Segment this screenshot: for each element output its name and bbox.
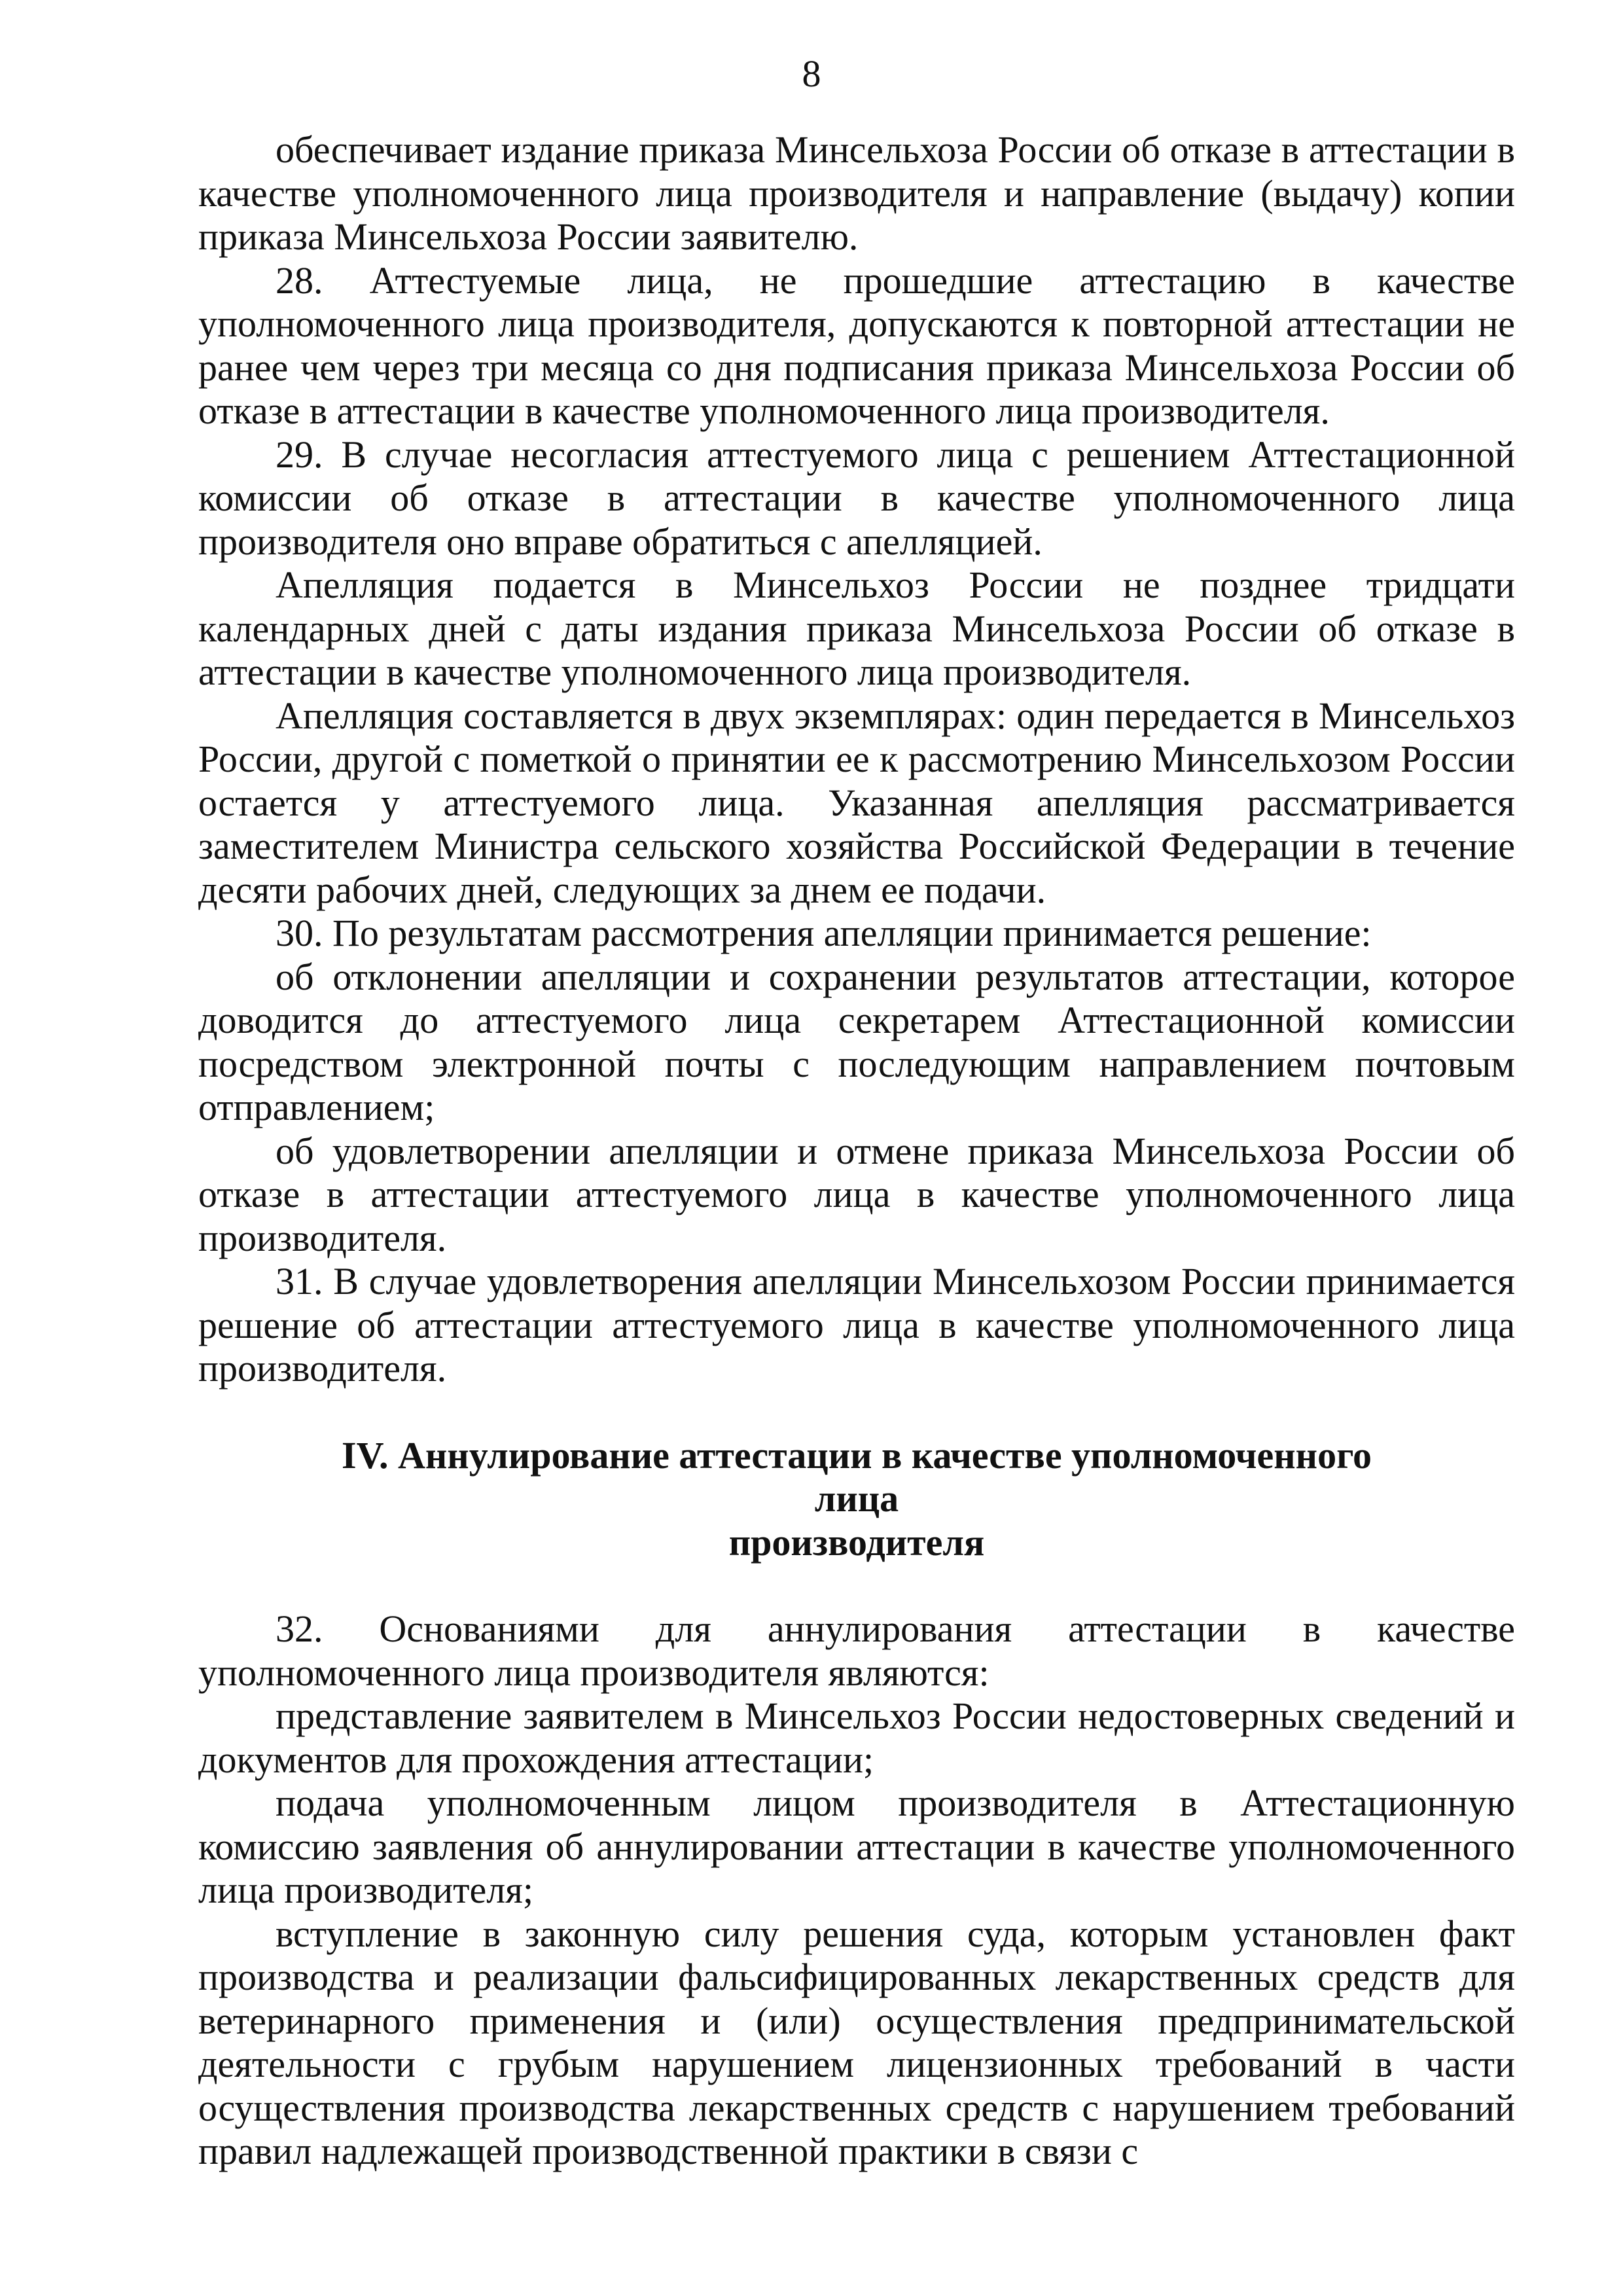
spacer	[198, 1564, 1515, 1607]
paragraph-appeal-acceptance: об удовлетворении апелляции и отмене приказа Минсельхоза России об отказе в аттестации аттестуемого лица в качестве уполномоченного лица производителя.	[198, 1129, 1515, 1259]
paragraph-continuation: обеспечивает издание приказа Минсельхоза России об отказе в аттестации в качестве уполномоченного лица производителя и направление (выдачу) копии приказа Минсельхоза России заявителю.	[198, 128, 1515, 258]
paragraph-appeal-filing: Апелляция подается в Минсельхоз России не позднее тридцати календарных дней с даты издания приказа Минсельхоза России об отказе в аттестации в качестве уполномоченного лица производителя.	[198, 564, 1515, 693]
section-heading-line1: IV. Аннулирование аттестации в качестве уполномоченного лица	[342, 1433, 1372, 1520]
paragraph-item-28: 28. Аттестуемые лица, не прошедшие аттестацию в качестве уполномоченного лица производителя, допускаются к повторной аттестации не ранее чем через три месяца со дня подписания приказа Минсельхоза России об отказе в аттестации в качестве уполномоченного лица производителя.	[198, 259, 1515, 432]
paragraph-item-29: 29. В случае несогласия аттестуемого лица с решением Аттестационной комиссии об отказе в аттестации в качестве уполномоченного лица производителя оно вправе обратиться с апелляцией.	[198, 433, 1515, 563]
paragraph-appeal-copies: Апелляция составляется в двух экземплярах: один передается в Минсельхоз России, другой с пометкой о принятии ее к рассмотрению Минсельхозом России остается у аттестуемого лица. Указанная апелляция рассматривается заместителем Министра сельского хозяйства Российской Федерации в течение десяти рабочих дней, следующих за днем ее подачи.	[198, 694, 1515, 911]
paragraph-ground-application: подача уполномоченным лицом производителя в Аттестационную комиссию заявления об аннулировании аттестации в качестве уполномоченного лица производителя;	[198, 1782, 1515, 1911]
page-number: 8	[802, 52, 821, 95]
paragraph-ground-court-decision: вступление в законную силу решения суда, которым установлен факт производства и реализации фальсифицированных лекарственных средств для ветеринарного применения и (или) осуществления предпринимательской деятельности с грубым нарушением лицензионных требований в части осуществления производства лекарственных средств с нарушением требований правил надлежащей производственной практики в связи с	[198, 1912, 1515, 2172]
section-heading-line2: производителя	[728, 1520, 985, 1564]
paragraph-ground-false-info: представление заявителем в Минсельхоз России недостоверных сведений и документов для прохождения аттестации;	[198, 1695, 1515, 1781]
paragraph-appeal-rejection: об отклонении апелляции и сохранении результатов аттестации, которое доводится до аттестуемого лица секретарем Аттестационной комиссии посредством электронной почты с последующим направлением почтовым отправлением;	[198, 955, 1515, 1128]
section-heading	[198, 1434, 1515, 1565]
paragraph-item-30: 30. По результатам рассмотрения апелляции принимается решение:	[276, 912, 1372, 954]
document-body	[198, 128, 1515, 2174]
paragraph-item-31: 31. В случае удовлетворения апелляции Минсельхозом России принимается решение об аттестации аттестуемого лица в качестве уполномоченного лица производителя.	[198, 1260, 1515, 1390]
spacer	[198, 1391, 1515, 1434]
paragraph-item-32: 32. Основаниями для аннулирования аттестации в качестве уполномоченного лица производителя являются:	[198, 1607, 1515, 1694]
